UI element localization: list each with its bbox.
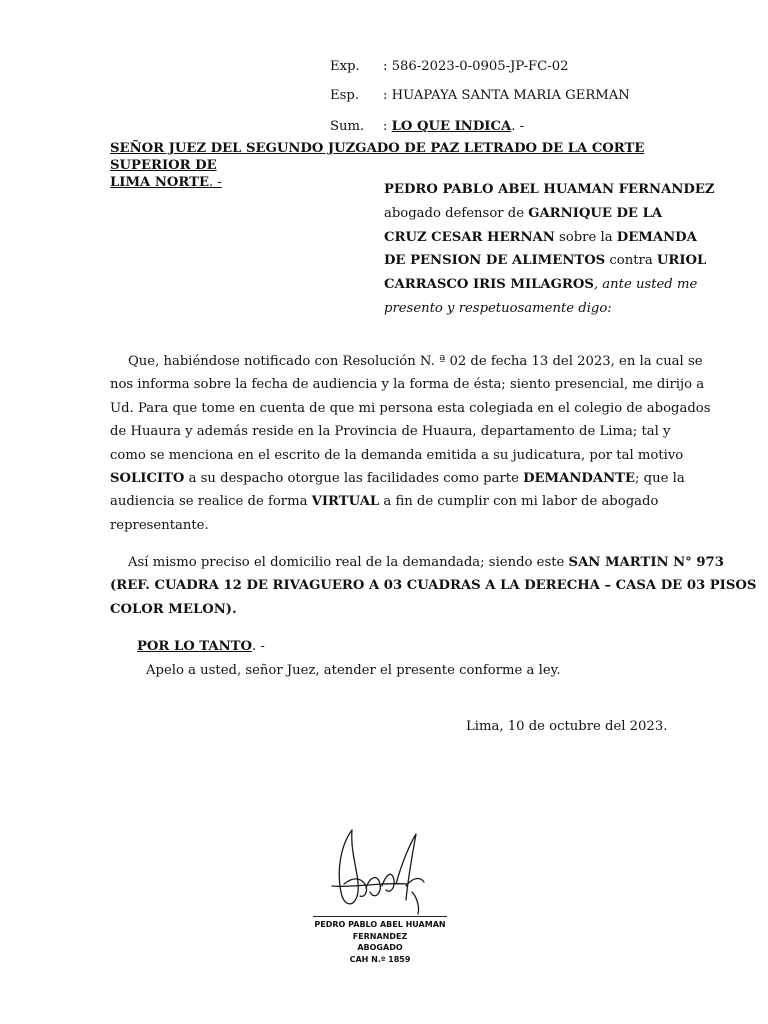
signer-title: ABOGADO <box>357 943 403 952</box>
body-line: Que, habiéndose notificado con Resolución N. ª 02 de fecha 13 del 2023, en la cual se <box>128 354 703 369</box>
por-lo-tanto <box>137 639 265 654</box>
sum-tail: . - <box>511 119 525 134</box>
addressee-tail: . - <box>209 175 222 190</box>
address-text: (REF. CUADRA 12 DE RIVAGUERO A 03 CUADRAS A LA DERECHA – CASA DE 03 PISOS <box>110 578 757 594</box>
intro-line <box>384 178 715 202</box>
por-label: POR LO TANTO <box>137 639 252 654</box>
demand-type: DE PENSION DE ALIMENTOS <box>384 253 606 269</box>
body-text: a su despacho otorgue las facilidades como parte <box>184 470 524 486</box>
body-line <box>110 467 685 490</box>
solicito-text: SOLICITO <box>110 470 185 486</box>
body-text: ; que la <box>635 470 685 486</box>
intro-line <box>384 202 663 226</box>
address-text: COLOR MELON). <box>110 601 237 617</box>
intro-text: , ante usted me <box>593 277 698 293</box>
handwritten-signature <box>312 826 448 918</box>
sum-text: LO QUE INDICA <box>391 119 512 134</box>
demandante-text: DEMANDANTE <box>523 470 636 486</box>
closing-request: Apelo a usted, señor Juez, atender el presente conforme a ley. <box>146 663 561 678</box>
defendant-name: CARRASCO IRIS MILAGROS <box>384 277 594 293</box>
exp-value: : 586-2023-0-0905-JP-FC-02 <box>383 59 569 74</box>
intro-text: abogado defensor de <box>384 205 529 221</box>
sum-colon: : <box>383 119 392 134</box>
body-line: nos informa sobre la fecha de audiencia y la forma de ésta; siento presencial, me dirijo a <box>110 377 705 393</box>
address-text: SAN MARTIN N° 973 <box>568 555 724 570</box>
sum-value <box>383 118 524 136</box>
body-line <box>110 598 658 621</box>
body-line: representante. <box>110 517 209 533</box>
signer-registration: CAH N.º 1859 <box>349 954 411 964</box>
sum-label: Sum. <box>330 119 365 134</box>
client-name: CRUZ CESAR HERNAN <box>384 229 555 245</box>
body-paragraph-1 <box>110 350 711 537</box>
signature-line <box>313 916 447 917</box>
demand-type: DEMANDA <box>616 229 697 245</box>
body-text: Así mismo preciso el domicilio real de la demandada; siendo este <box>128 555 569 570</box>
intro-line <box>384 273 698 297</box>
defendant-name: URIOL <box>656 253 707 269</box>
lawyer-name: PEDRO PABLO ABEL HUAMAN FERNANDEZ <box>384 182 715 197</box>
document-date: Lima, 10 de octubre del 2023. <box>466 719 668 734</box>
body-line: Ud. Para que tome en cuenta de que mi persona esta colegiada en el colegio de abogados <box>110 400 711 416</box>
intro-line <box>384 226 697 250</box>
signer-name-line2: FERNANDEZ <box>352 931 408 941</box>
esp-label: Esp. <box>330 88 360 103</box>
addressee-line1: SEÑOR JUEZ DEL SEGUNDO JUZGADO DE PAZ LETRADO DE LA CORTE SUPERIOR DE <box>110 141 645 173</box>
addressee-line2: LIMA NORTE <box>110 175 209 190</box>
body-line <box>110 551 724 574</box>
intro-text: contra <box>605 253 657 269</box>
intro-block <box>384 178 715 321</box>
por-tail: . - <box>251 639 265 654</box>
signature-stamp <box>313 919 447 965</box>
intro-text: sobre la <box>554 229 617 245</box>
body-text: audiencia se realice de forma <box>110 494 312 510</box>
body-line <box>110 490 658 513</box>
virtual-text: VIRTUAL <box>311 494 380 510</box>
body-paragraph-2 <box>110 551 757 621</box>
intro-line <box>384 297 660 321</box>
signer-name-line1: PEDRO PABLO ABEL HUAMAN <box>314 920 446 929</box>
body-line: como se menciona en el escrito de la demanda emitida a su judicatura, por tal motivo <box>110 447 684 463</box>
client-name: GARNIQUE DE LA <box>528 205 663 221</box>
body-text: a fin de cumplir con mi labor de abogado <box>379 494 659 510</box>
intro-line <box>384 249 707 273</box>
exp-label: Exp. <box>330 59 360 74</box>
body-line: de Huaura y además reside en la Provincia de Huaura, departamento de Lima; tal y <box>110 424 671 440</box>
intro-text: presento y respetuosamente digo: <box>384 300 612 316</box>
esp-value: : HUAPAYA SANTA MARIA GERMAN <box>383 88 630 103</box>
body-line <box>110 574 757 597</box>
